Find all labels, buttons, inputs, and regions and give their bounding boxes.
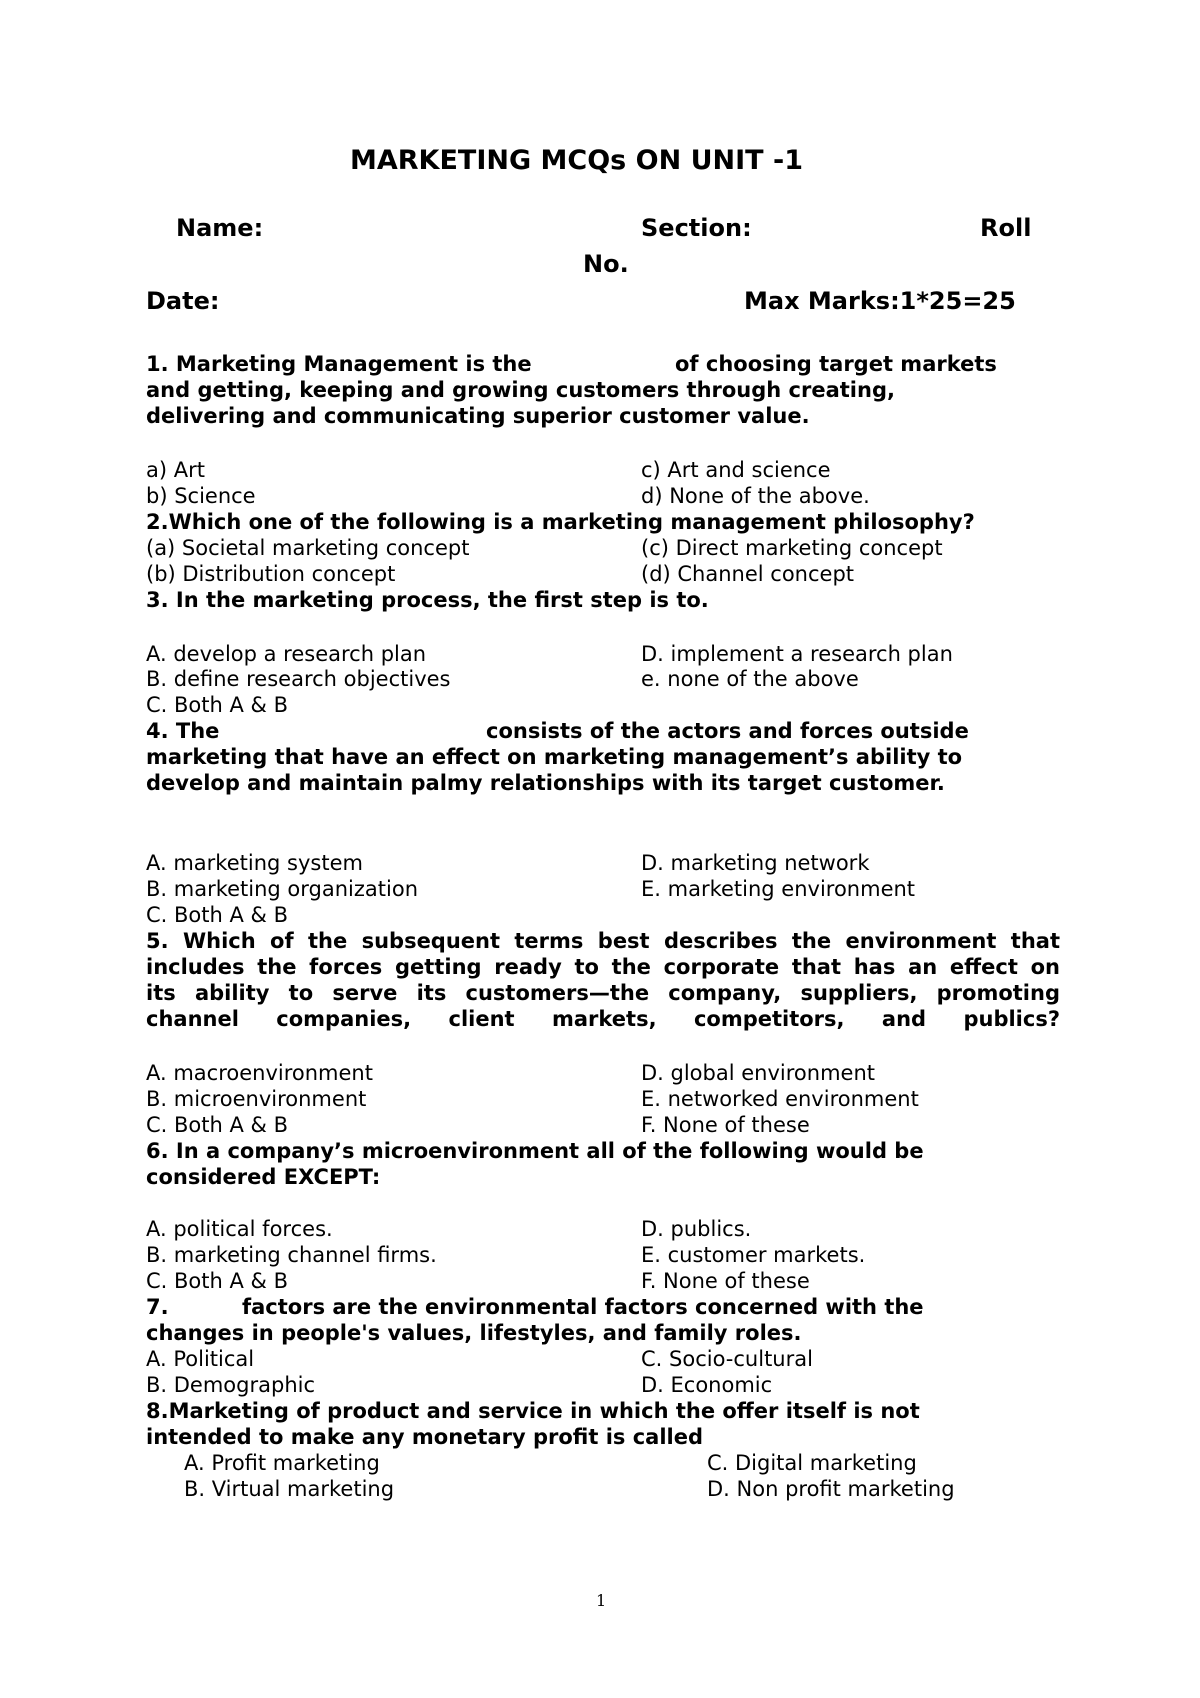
page-number: 1 [596, 1591, 607, 1610]
q3-option-e: e. none of the above [641, 667, 859, 691]
q6-option-b: B. marketing channel firms. [146, 1243, 437, 1267]
q7-option-a: A. Political [146, 1347, 255, 1371]
q3-option-c: C. Both A & B [146, 693, 288, 717]
name-label: Name: [176, 214, 264, 242]
q3-option-b: B. define research objectives [146, 667, 451, 691]
q8-option-d: D. Non profit marketing [707, 1477, 955, 1501]
q4-option-d: D. marketing network [641, 851, 870, 875]
q4-text-line3: develop and maintain palmy relationships with its target customer. [146, 771, 945, 795]
q4-option-b: B. marketing organization [146, 877, 419, 901]
q8-text-line1: 8.Marketing of product and service in which the offer itself is not [146, 1399, 920, 1423]
q5-option-a: A. macroenvironment [146, 1061, 373, 1085]
max-marks-label: Max Marks:1*25=25 [744, 287, 1016, 315]
q7-text-line2: changes in people's values, lifestyles, and family roles. [146, 1321, 802, 1345]
q5-text-line2: includes the forces getting ready to the corporate that has an effect on [146, 955, 1060, 979]
q6-option-c: C. Both A & B [146, 1269, 288, 1293]
q4-option-e: E. marketing environment [641, 877, 916, 901]
q1-text-line2: and getting, keeping and growing customers through creating, [146, 378, 895, 402]
q7-number: 7. [146, 1295, 169, 1319]
q7-option-d: D. Economic [641, 1373, 773, 1397]
q5-text-line1: 5. Which of the subsequent terms best describes the environment that [146, 929, 1060, 953]
q2-option-b: (b) Distribution concept [146, 562, 396, 586]
q6-text-line1: 6. In a company’s microenvironment all of the following would be [146, 1139, 924, 1163]
q1-text-line3: delivering and communicating superior customer value. [146, 404, 810, 428]
q8-text-line2: intended to make any monetary profit is called [146, 1425, 704, 1449]
date-label: Date: [146, 287, 220, 315]
q1-text-end: of choosing target markets [675, 352, 997, 376]
q2-text: 2.Which one of the following is a marketing management philosophy? [146, 510, 975, 534]
q6-option-f: F. None of these [641, 1269, 810, 1293]
roll-label: Roll [980, 214, 1032, 242]
q6-text-line2: considered EXCEPT: [146, 1165, 381, 1189]
q7-text-line1: factors are the environmental factors concerned with the [242, 1295, 924, 1319]
q3-option-d: D. implement a research plan [641, 642, 953, 666]
q6-option-d: D. publics. [641, 1217, 752, 1241]
q5-option-c: C. Both A & B [146, 1113, 288, 1137]
q2-option-c: (c) Direct marketing concept [641, 536, 943, 560]
q4-option-c: C. Both A & B [146, 903, 288, 927]
q2-option-a: (a) Societal marketing concept [146, 536, 470, 560]
q5-option-f: F. None of these [641, 1113, 810, 1137]
q1-option-a: a) Art [146, 458, 205, 482]
q1-option-d: d) None of the above. [641, 484, 870, 508]
q5-text-line4: channel companies, client markets, competitors, and publics? [146, 1007, 1060, 1031]
q1-option-c: c) Art and science [641, 458, 831, 482]
q3-text: 3. In the marketing process, the first step is to. [146, 588, 709, 612]
q5-option-d: D. global environment [641, 1061, 875, 1085]
q8-option-b: B. Virtual marketing [184, 1477, 395, 1501]
q2-option-d: (d) Channel concept [641, 562, 855, 586]
q8-option-a: A. Profit marketing [184, 1451, 380, 1475]
q7-option-c: C. Socio-cultural [641, 1347, 813, 1371]
q4-text-end: consists of the actors and forces outside [486, 719, 969, 743]
q1-option-b: b) Science [146, 484, 256, 508]
page-title: MARKETING MCQs ON UNIT -1 [350, 145, 803, 176]
roll-no-label: No. [583, 250, 629, 278]
q5-text-line3: its ability to serve its customers—the company, suppliers, promoting [146, 981, 1060, 1005]
q5-option-b: B. microenvironment [146, 1087, 367, 1111]
section-label: Section: [641, 214, 752, 242]
q8-option-c: C. Digital marketing [707, 1451, 917, 1475]
q5-option-e: E. networked environment [641, 1087, 919, 1111]
q1-text-start: 1. Marketing Management is the [146, 352, 532, 376]
q4-text-line2: marketing that have an effect on marketing management’s ability to [146, 745, 963, 769]
q6-option-a: A. political forces. [146, 1217, 333, 1241]
q4-text-start: 4. The [146, 719, 220, 743]
q4-option-a: A. marketing system [146, 851, 363, 875]
q6-option-e: E. customer markets. [641, 1243, 866, 1267]
q7-option-b: B. Demographic [146, 1373, 316, 1397]
q3-option-a: A. develop a research plan [146, 642, 427, 666]
